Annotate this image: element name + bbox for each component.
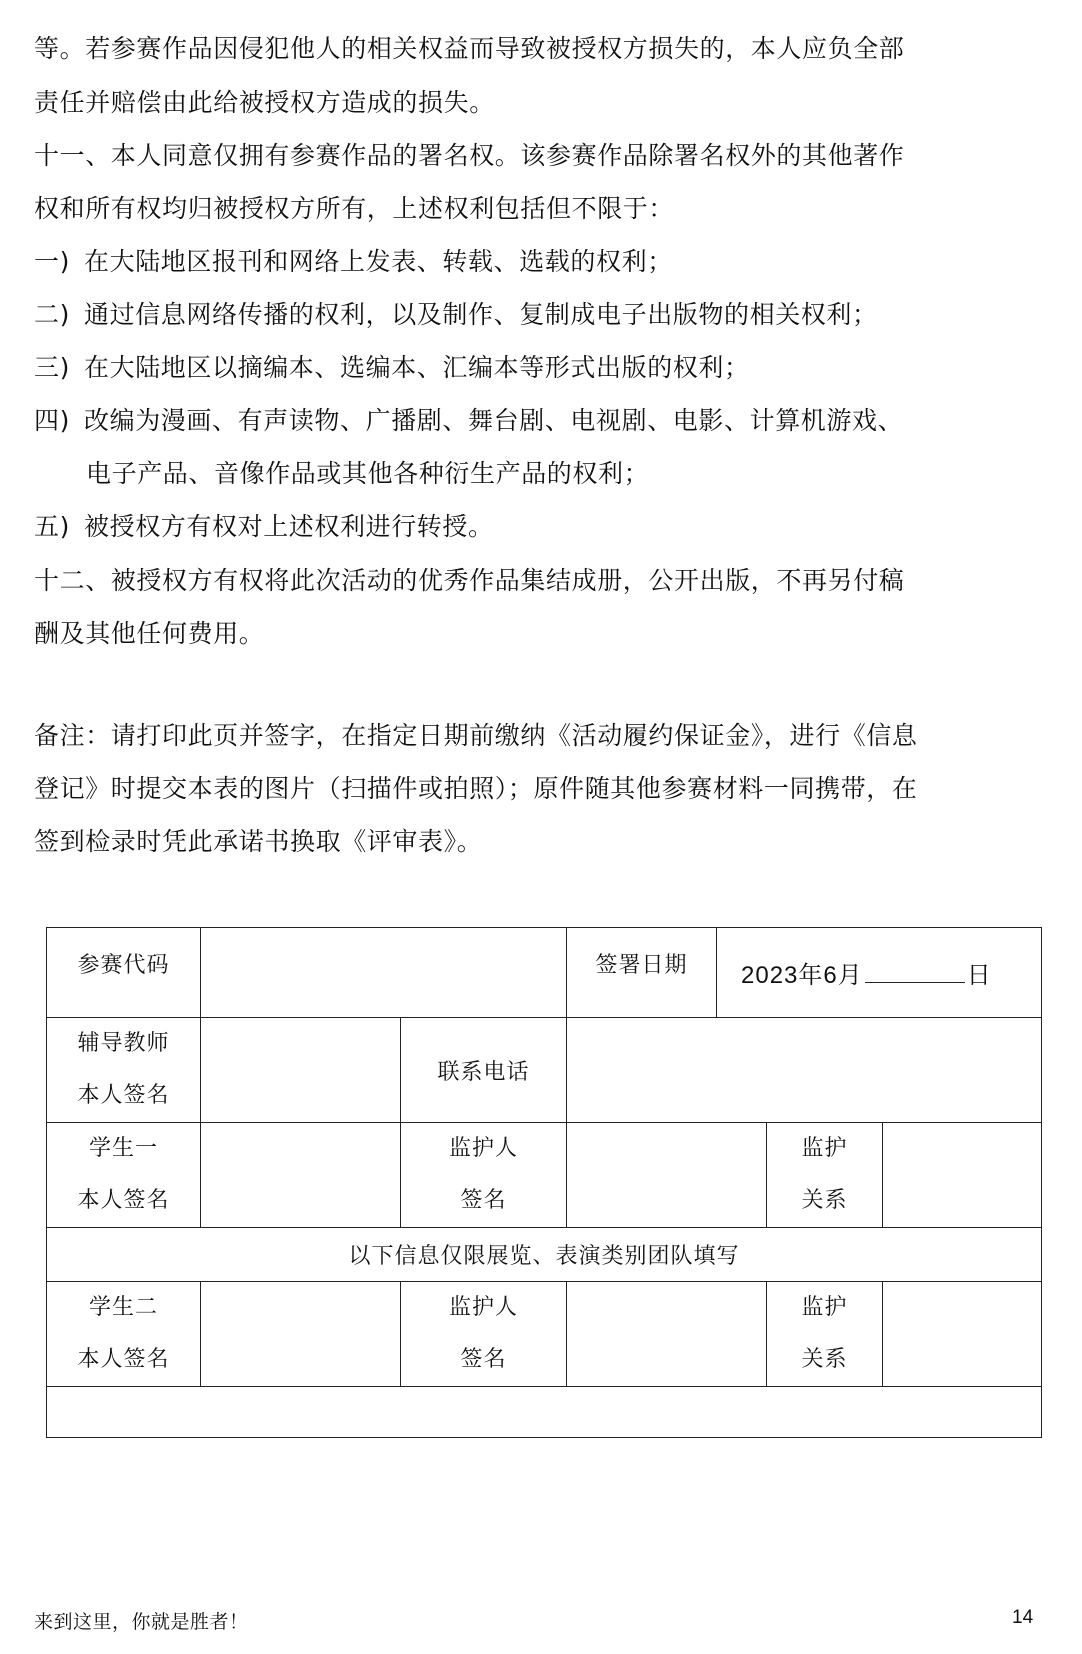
phone-field[interactable] [567, 1018, 1042, 1123]
note-line: 签到检录时凭此承诺书换取《评审表》。 [34, 827, 483, 856]
paragraph-line: 责任并赔偿由此给被授权方造成的损失。 [34, 88, 495, 117]
label-line: 监护人 [448, 1136, 518, 1161]
list-item-continuation: 电子产品、音像作品或其他各种衍生产品的权利； [86, 459, 650, 488]
team-note: 以下信息仅限展览、表演类别团队填写 [47, 1228, 1042, 1282]
table-row [47, 1387, 1042, 1438]
rights-list-item [34, 406, 903, 436]
rights-list-item [34, 300, 878, 330]
rights-list-item [34, 353, 750, 383]
rights-list-item [34, 247, 673, 277]
label-line: 监护人 [448, 1295, 518, 1320]
list-item-text: 在大陆地区报刊和网络上发表、转载、选载的权利； [84, 247, 673, 276]
guardian-signature-field[interactable] [567, 1282, 767, 1387]
student1-signature-label [47, 1123, 201, 1228]
clause-eleven-line: 十一、本人同意仅拥有参赛作品的署名权。该参赛作品除署名权外的其他著作 [34, 141, 905, 170]
label-line: 辅导教师 [77, 1031, 170, 1056]
rights-list-item [34, 512, 494, 542]
sign-date-label: 签署日期 [567, 928, 717, 1018]
list-item-text: 在大陆地区以摘编本、选编本、汇编本等形式出版的权利； [84, 353, 750, 382]
label-line: 本人签名 [77, 1188, 170, 1213]
note-line: 备注：请打印此页并签字，在指定日期前缴纳《活动履约保证金》，进行《信息 [34, 721, 918, 750]
footer-slogan: 来到这里，你就是胜者！ [34, 1611, 249, 1633]
guardian-signature-field[interactable] [567, 1123, 767, 1228]
label-line: 学生一 [88, 1136, 158, 1161]
clause-eleven-line: 权和所有权均归被授权方所有，上述权利包括但不限于： [34, 194, 675, 223]
note-line: 登记》时提交本表的图片（扫描件或拍照）；原件随其他参赛材料一同携带，在 [34, 774, 918, 803]
relation-label [767, 1282, 883, 1387]
student2-signature-label [47, 1282, 201, 1387]
label-line: 监护 [801, 1295, 848, 1320]
guardian-signature-label [401, 1123, 567, 1228]
page-number: 14 [1012, 1607, 1034, 1628]
list-marker: 四) [34, 406, 70, 435]
entry-code-label: 参赛代码 [47, 928, 201, 1018]
table-row [47, 1282, 1042, 1387]
phone-label: 联系电话 [401, 1018, 567, 1123]
date-prefix: 2023年6月 [741, 962, 863, 989]
label-line: 关系 [801, 1347, 848, 1372]
relation-field[interactable] [883, 1123, 1042, 1228]
table-row [47, 928, 1042, 1018]
clause-twelve-line: 酬及其他任何费用。 [34, 619, 265, 648]
list-marker: 三) [34, 353, 70, 382]
date-suffix: 日 [966, 962, 992, 989]
list-item-text: 被授权方有权对上述权利进行转授。 [84, 512, 494, 541]
label-line: 本人签名 [77, 1347, 170, 1372]
teacher-signature-label [47, 1018, 201, 1123]
student2-signature-field[interactable] [201, 1282, 401, 1387]
label-line: 签名 [460, 1347, 507, 1372]
table-row [47, 1228, 1042, 1282]
list-marker: 一) [34, 247, 70, 276]
label-line: 签名 [460, 1188, 507, 1213]
relation-field[interactable] [883, 1282, 1042, 1387]
teacher-signature-field[interactable] [201, 1018, 401, 1123]
paragraph-line: 等。若参赛作品因侵犯他人的相关权益而导致被授权方损失的，本人应负全部 [34, 34, 905, 63]
list-marker: 五) [34, 512, 70, 541]
student1-signature-field[interactable] [201, 1123, 401, 1228]
guardian-signature-label [401, 1282, 567, 1387]
label-line: 本人签名 [77, 1083, 170, 1108]
label-line: 监护 [801, 1136, 848, 1161]
relation-label [767, 1123, 883, 1228]
entry-code-field[interactable] [201, 928, 567, 1018]
clause-twelve-line: 十二、被授权方有权将此次活动的优秀作品集结成册，公开出版，不再另付稿 [34, 566, 905, 595]
list-item-text: 通过信息网络传播的权利，以及制作、复制成电子出版物的相关权利； [84, 300, 878, 329]
sign-date-field[interactable] [717, 928, 1042, 1018]
list-item-text: 改编为漫画、有声读物、广播剧、舞台剧、电视剧、电影、计算机游戏、 [84, 406, 904, 435]
signature-form-table [46, 927, 1042, 1438]
table-row [47, 1123, 1042, 1228]
blank-row-field[interactable] [47, 1387, 1042, 1438]
label-line: 学生二 [88, 1295, 158, 1320]
list-marker: 二) [34, 300, 70, 329]
date-day-blank[interactable] [865, 962, 965, 983]
table-row [47, 1018, 1042, 1123]
label-line: 关系 [801, 1188, 848, 1213]
